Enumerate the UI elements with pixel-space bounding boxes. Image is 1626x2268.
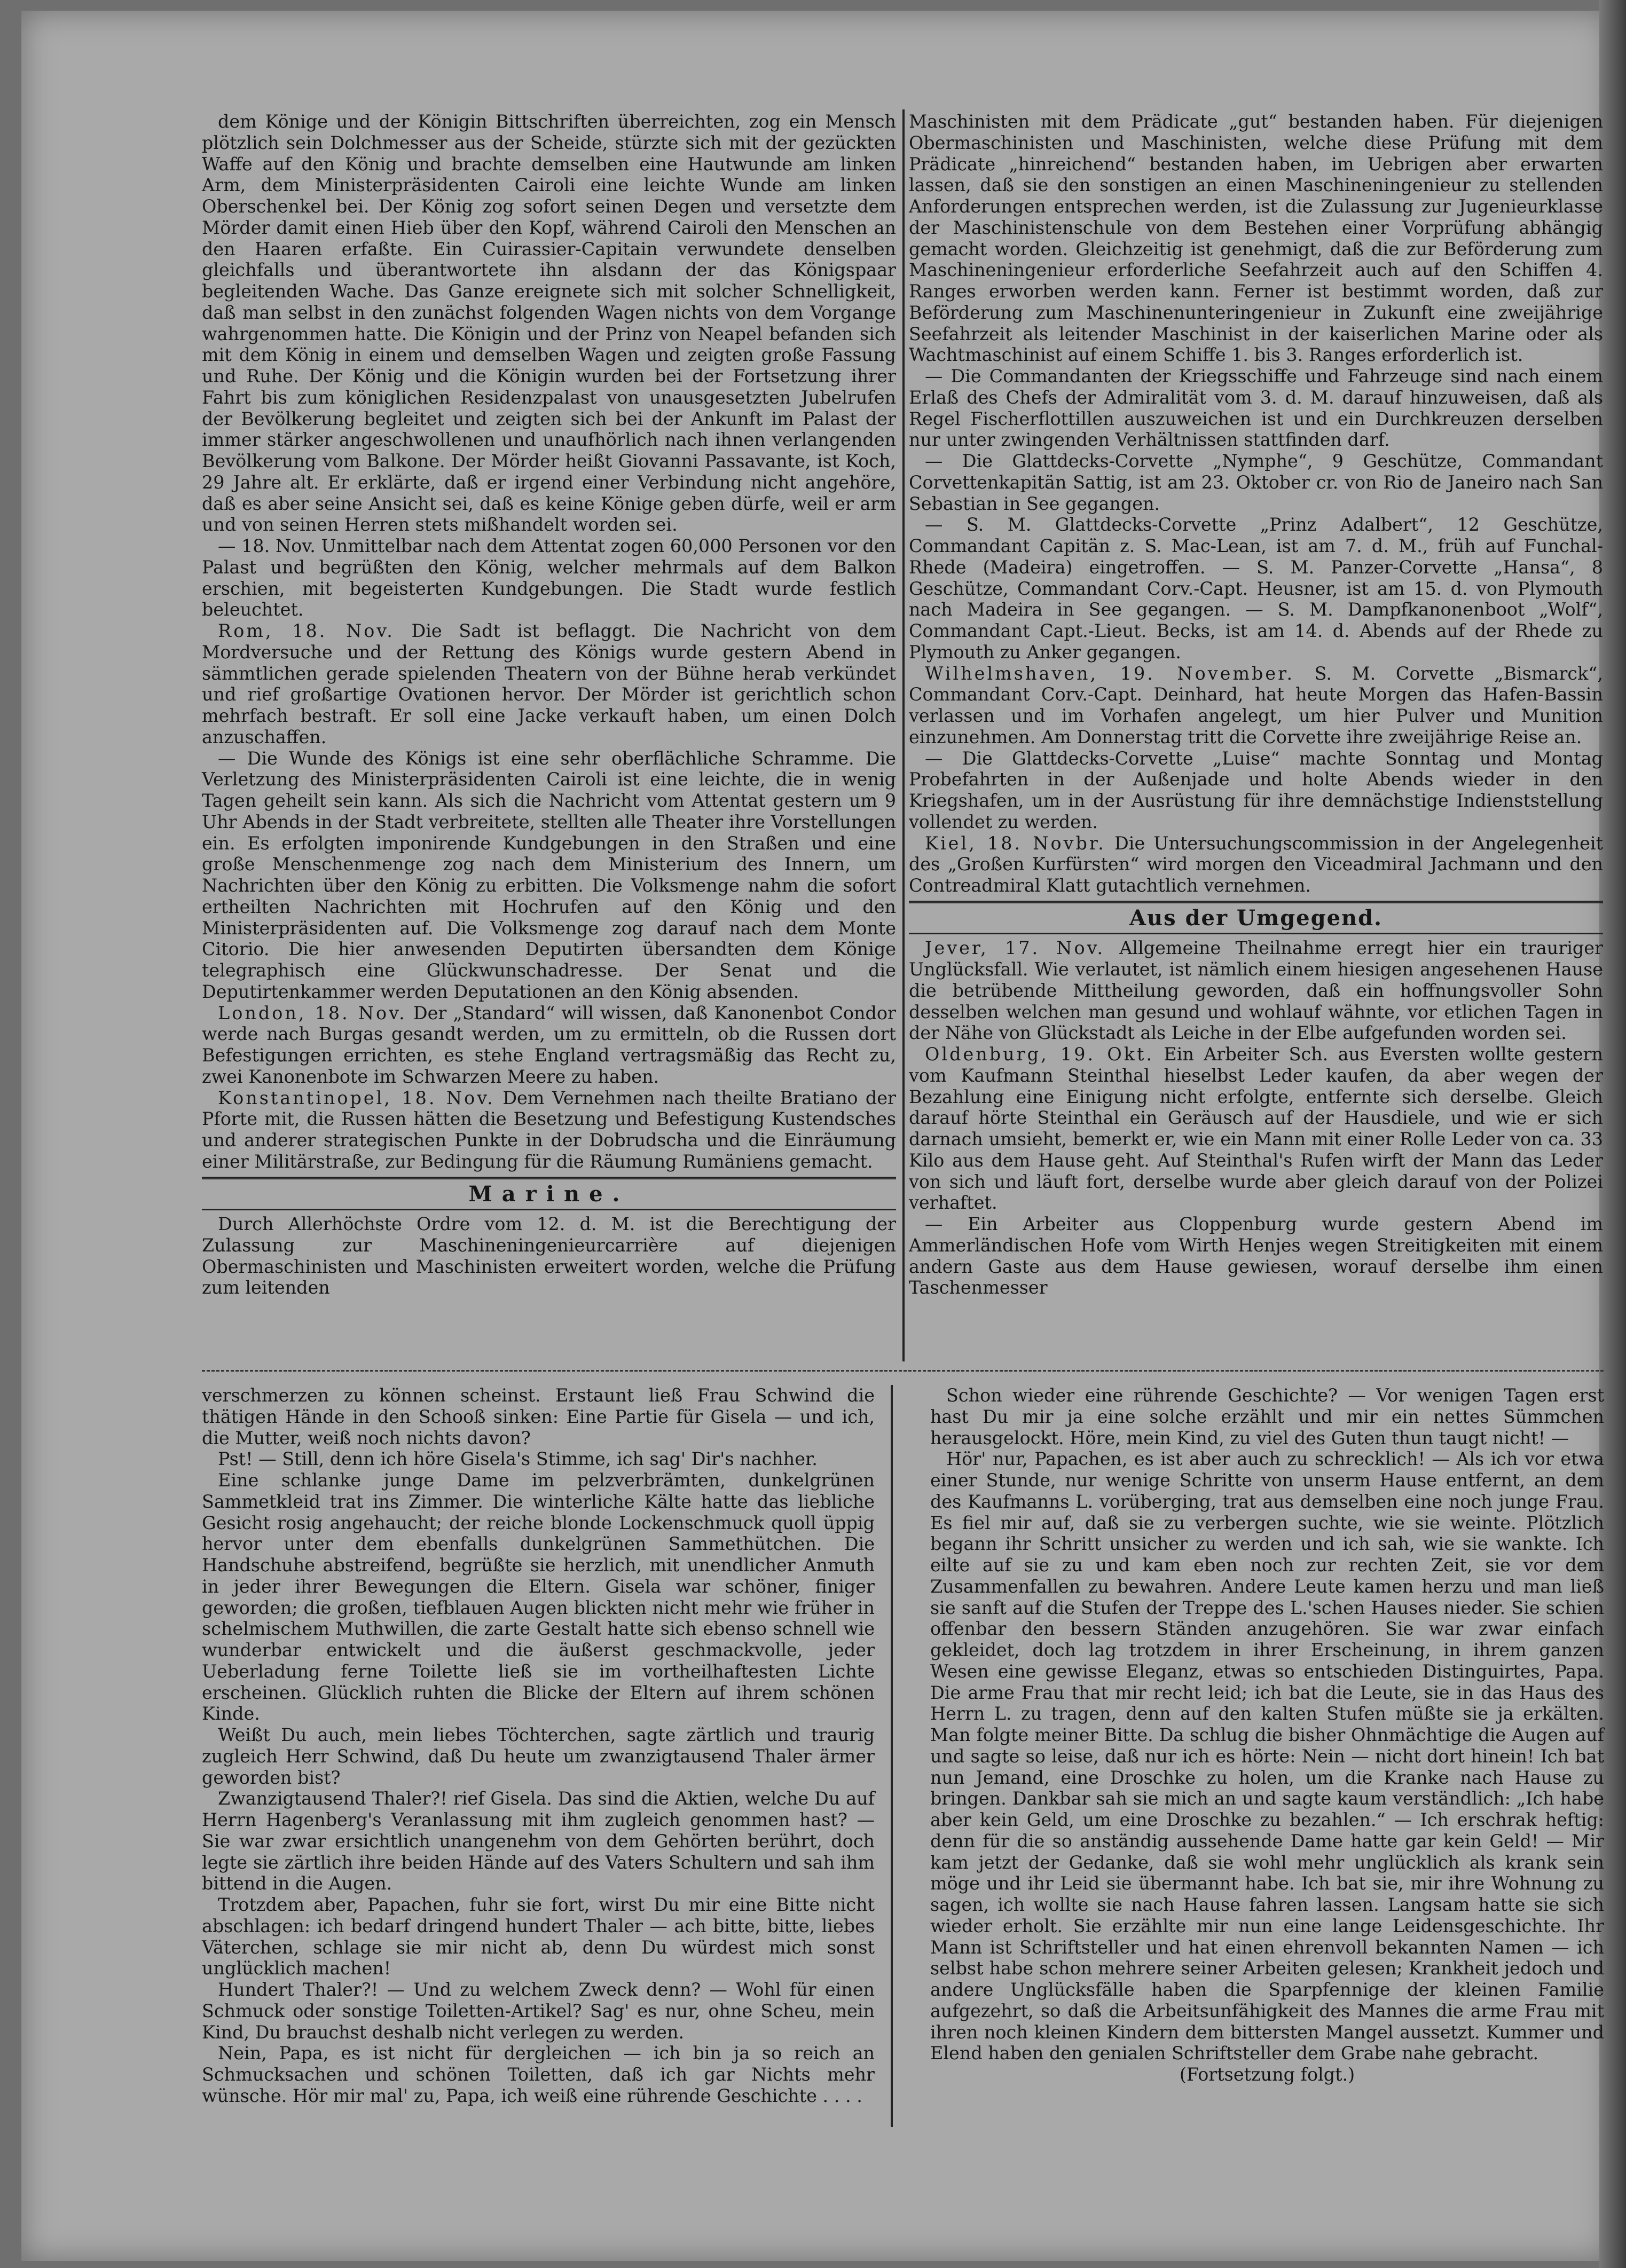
- column-bottom-left: [202, 1385, 875, 2107]
- article-paragraph: [909, 748, 1603, 833]
- article-paragraph: [202, 536, 896, 620]
- column-top-left: [202, 111, 896, 1298]
- column-divider-top: [902, 109, 905, 1361]
- section-divider: [202, 1370, 1604, 1372]
- section-heading: Marine.: [202, 1177, 896, 1211]
- article-paragraph: [202, 1788, 875, 1894]
- paragraph-text: S. M. Corvette „Bismarck“, Commandant Corv.-Capt. Deinhard, hat heute Morgen das Hafen-Bassin verlassen und im Vorhafen angelegt, um hier Pulver und Munition einzunehmen. Am Donnerstag tritt die Corvette ihre zweijährige Reise an.: [909, 663, 1603, 747]
- section-heading: Aus der Umgegend.: [909, 901, 1603, 935]
- paragraph-text: Die Sadt ist beflaggt. Die Nachricht von dem Mordversuche und der Rettung des Königs wurde gestern Abend in sämmtlichen gerade spielenden Theatern von der Bühne herab verkündet und rief großartige Ovationen hervor. Der Mörder ist gerichtlich schon mehrfach bestraft. Er soll eine Jacke verkauft haben, um einen Dolch anzuschaffen.: [202, 620, 896, 747]
- article-paragraph: [202, 748, 896, 1003]
- paragraph-text: Nein, Papa, es ist nicht für dergleichen — ich bin ja so reich an Schmucksachen und schönen Toiletten, daß ich gar Nichts mehr wünsche. Hör mir mal' zu, Papa, ich weiß eine rührende Geschichte . . . .: [202, 2043, 875, 2106]
- dateline: Konstantinopel, 18. Nov.: [218, 1087, 495, 1108]
- paragraph-text: — Ein Arbeiter aus Cloppenburg wurde gestern Abend im Ammerländischen Hofe vom Wirth Henjes wegen Streitigkeiten mit einem andern Gaste aus dem Hause gewiesen, worauf derselbe ihm einen Taschenmesser: [909, 1214, 1603, 1298]
- article-paragraph: [909, 514, 1603, 663]
- paragraph-text: Der „Standard“ will wissen, daß Kanonenbot Condor werde nach Burgas gesandt werden, um zu ermitteln, ob die Russen dort Befestigungen errichten, es stehe England vertragsmäßig das Recht zu, zwei Kanonenbote im Schwarzen Meere zu haben.: [202, 1002, 896, 1087]
- paragraph-text: Durch Allerhöchste Ordre vom 12. d. M. ist die Berechtigung der Zulassung zur Maschineningenieurcarrière auf diejenigen Obermaschinisten und Maschinisten erweitert worden, welche die Prüfung zum leitenden: [202, 1214, 896, 1298]
- article-paragraph: [202, 1724, 875, 1788]
- column-bottom-right: [930, 1385, 1604, 2085]
- paragraph-text: Zwanzigtausend Thaler?! rief Gisela. Das sind die Aktien, welche Du auf Herrn Hagenberg's Veranlassung mit ihm zugleich genommen hast? — Sie war zwar ersichtlich unangenehm von dem Gehörten berührt, doch legte sie zärtlich ihre beiden Hände auf des Vaters Schultern und sah ihm bittend in die Augen.: [202, 1788, 875, 1894]
- paragraph-text: — Die Glattdecks-Corvette „Nymphe“, 9 Geschütze, Commandant Corvettenkapitän Sattig, ist am 23. Oktober cr. von Rio de Janeiro nach San Sebastian in See gegangen.: [909, 451, 1603, 514]
- dateline: Oldenburg, 19. Okt.: [925, 1044, 1154, 1065]
- paragraph-text: Dem Vernehmen nach theilte Bratiano der Pforte mit, die Russen hätten die Besetzung und Befestigung Kustendsches und anderer strategischen Punkte in der Dobrudscha und die Einräumung einer Militärstraße, zur Bedingung für die Räumung Rumäniens gemacht.: [202, 1087, 896, 1172]
- article-paragraph: [909, 451, 1603, 514]
- paragraph-text: Hör' nur, Papachen, es ist aber auch zu schrecklich! — Als ich vor etwa einer Stunde, nur wenige Schritte von unserm Hause entfernt, an dem des Kaufmanns L. vorüberging, trat aus demselben eine noch junge Frau. Es fiel mir auf, daß sie zu verbergen suchte, wie sie weinte. Plötzlich begann ihr Schritt unsicher zu werden und ich sah, wie sie wankte. Ich eilte auf sie zu und kam eben noch zur rechten Zeit, sie vor dem Zusammenfallen zu bewahren. Andere Leute kamen herzu und man ließ sie sanft auf die Stufen der Treppe des L.'schen Hauses nieder. Sie schien offenbar den bessern Ständen anzugehören. Sie war zwar einfach gekleidet, doch lag trotzdem in ihrer Erscheinung, in ihrem ganzen Wesen eine gewisse Eleganz, etwas so entschieden Distinguirtes, Papa. Die arme Frau that mir recht leid; ich bat die Leute, sie in das Haus des Herrn L. zu tragen, denn auf den kalten Stufen müßte sie ja erkälten. Man folgte meiner Bitte. Da schlug die bisher Ohnmächtige die Augen auf und sagte so leise, daß nur ich es hörte: Nein — nicht dort hinein! Ich bat nun Jemand, eine Droschke zu holen, um die Kranke nach Hause zu bringen. Dankbar sah sie mich an und sagte kaum verständlich: „Ich habe aber kein Geld, um eine Droschke zu bezahlen.“ — Ich erschrak heftig: denn für die so anständig aussehende Dame hatte gar kein Geld! — Mir kam jetzt der Gedanke, daß sie wohl mehr unglücklich als krank sein möge und ihr Leid sie übermannt habe. Ich bat sie, mir ihre Wohnung zu sagen, ich wollte sie nach Hause fahren lassen. Langsam hatte sie sich wieder erholt. Sie erzählte mir nun eine lange Leidensgeschichte. Ihr Mann ist Schriftsteller und hat einen ehrenvoll bekannten Namen — ich selbst habe schon mehrere seiner Arbeiten gelesen; Krankheit jedoch und andere Unglücksfälle haben die Sparpfennige der kleinen Familie aufgezehrt, so daß die Arbeitsunfähigkeit des Mannes die arme Frau mit ihren noch kleinen Kindern dem bittersten Mangel aussetzt. Kummer und Elend haben den genialen Schriftsteller dem Grabe nahe gebracht.: [930, 1448, 1604, 2064]
- paragraph-text: Die Untersuchungscommission in der Angelegenheit des „Großen Kurfürsten“ wird morgen den Viceadmiral Jachmann und den Contreadmiral Klatt gutachtlich vernehmen.: [909, 832, 1603, 896]
- article-paragraph: [202, 1385, 875, 1448]
- article-paragraph: [202, 1979, 875, 2043]
- article-paragraph: [202, 1894, 875, 1979]
- article-paragraph: [202, 1088, 896, 1172]
- paragraph-text: Ein Arbeiter Sch. aus Eversten wollte gestern vom Kaufmann Steinthal hieselbst Leder kaufen, da aber wegen der Bezahlung eine Einigung nicht erfolgte, entfernte sich derselbe. Gleich darauf hörte Steinthal ein Geräusch auf der Hausdiele, und wie er sich darnach umsieht, bemerkt er, wie ein Mann mit einer Rolle Leder von ca. 33 Kilo aus dem Hause geht. Auf Steinthal's Rufen wirft der Mann das Leder von sich und läuft fort, derselbe wurde aber gleich darauf von der Polizei verhaftet.: [909, 1044, 1603, 1214]
- dateline: London, 18. Nov.: [218, 1002, 407, 1023]
- paragraph-text: Hundert Thaler?! — Und zu welchem Zweck denn? — Wohl für einen Schmuck oder sonstige Toiletten-Artikel? Sag' es nur, ohne Scheu, mein Kind, Du brauchst deshalb nicht verlegen zu werden.: [202, 1979, 875, 2043]
- article-paragraph: [202, 1448, 875, 1470]
- paragraph-text: dem Könige und der Königin Bittschriften überreichten, zog ein Mensch plötzlich sein Dolchmesser aus der Scheide, stürzte sich mit der gezückten Waffe auf den König und brachte demselben eine Hautwunde am linken Arm, dem Ministerpräsidenten Cairoli eine leichte Wunde am linken Oberschenkel bei. Der König zog sofort seinen Degen und versetzte dem Mörder damit einen Hieb über den Kopf, während Cairoli den Menschen an den Haaren erfaßte. Ein Cuirassier-Capitain verwundete denselben gleichfalls und überantwortete ihn alsdann der das Königspaar begleitenden Wache. Das Ganze ereignete sich mit solcher Schnelligkeit, daß man selbst in den zunächst folgenden Wagen nichts von dem Vorgange wahrgenommen hatte. Die Königin und der Prinz von Neapel befanden sich mit dem König in einem und demselben Wagen und zeigten große Fassung und Ruhe. Der König und die Königin wurden bei der Fortsetzung ihrer Fahrt bis zum königlichen Residenzpalast von unausgesetzten Jubelrufen der Bevölkerung begleitet und zeigten sich bei der Ankunft im Palast der immer stärker angeschwollenen und unaufhörlich nach ihnen verlangenden Bevölkerung vom Balkone. Der Mörder heißt Giovanni Passavante, ist Koch, 29 Jahre alt. Er erklärte, daß er irgend einer Verbindung nicht angehöre, daß es aber seine Ansicht sei, daß es keine Könige geben dürfe, weil er arm und von seinen Herren stets mißhandelt worden sei.: [202, 111, 896, 536]
- article-paragraph: [930, 1448, 1604, 2064]
- dateline: Kiel, 18. Novbr.: [925, 832, 1106, 854]
- article-paragraph: [909, 663, 1603, 748]
- article-paragraph: [930, 1385, 1604, 1448]
- article-paragraph: [909, 366, 1603, 451]
- article-paragraph: [202, 1003, 896, 1088]
- paragraph-text: Pst! — Still, denn ich höre Gisela's Stimme, ich sag' Dir's nachher.: [218, 1448, 818, 1470]
- paragraph-text: — Die Glattdecks-Corvette „Luise“ machte Sonntag und Montag Probefahrten in der Außenjade und holte Abends wieder in den Kriegshafen, um in der Ausrüstung für ihre demnächstige Indienststellung vollendet zu werden.: [909, 747, 1603, 832]
- paragraph-text: Trotzdem aber, Papachen, fuhr sie fort, wirst Du mir eine Bitte nicht abschlagen: ich bedarf dringend hundert Thaler — ach bitte, bitte, liebes Väterchen, schlage sie mir nicht ab, denn Du würdest mich sonst unglücklich machen!: [202, 1894, 875, 1979]
- dateline: Jever, 17. Nov.: [925, 938, 1105, 959]
- article-paragraph: [909, 111, 1603, 366]
- paragraph-text: Eine schlanke junge Dame im pelzverbrämten, dunkelgrünen Sammetkleid trat ins Zimmer. Die winterliche Kälte hatte das liebliche Gesicht rosig angehaucht; der reiche blonde Lockenschmuck quoll üppig hervor unter dem ebenfalls dunkelgrünen Sammethütchen. Die Handschuhe abstreifend, begrüßte sie herzlich, mit unendlicher Anmuth in jeder ihrer Bewegungen die Eltern. Gisela war schöner, finiger geworden; die großen, tiefblauen Augen blickten nicht mehr wie früher in schelmischem Muthwillen, die zarte Gestalt hatte sich ebenso schnell wie wunderbar entwickelt und die äußerst geschmackvolle, jeder Ueberladung ferne Toilette ließ sie im vortheilhaftesten Lichte erscheinen. Glücklich ruhten die Blicke der Eltern auf ihrem schönen Kinde.: [202, 1470, 875, 1724]
- paragraph-text: Allgemeine Theilnahme erregt hier ein trauriger Unglücksfall. Wie verlautet, ist nämlich einem hiesigen angesehenen Hause die betrübende Mittheilung geworden, daß ein hoffnungsvoller Sohn desselben welchen man gesund und wohlauf wähnte, vor etlichen Tagen in der Nähe von Glückstadt als Leiche in der Elbe aufgefunden worden sei.: [909, 938, 1603, 1044]
- article-paragraph: [202, 1470, 875, 1724]
- article-paragraph: [202, 620, 896, 748]
- article-paragraph: [909, 1214, 1603, 1298]
- column-top-right: [909, 111, 1603, 1298]
- dateline: Rom, 18. Nov.: [218, 620, 395, 641]
- paragraph-text: — Die Commandanten der Kriegsschiffe und Fahrzeuge sind nach einem Erlaß des Chefs der Admiralität vom 3. d. M. darauf hinzuweisen, daß als Regel Fischerflottillen auszuweichen ist und ein Durchkreuzen derselben nur unter zwingenden Verhältnissen stattfinden darf.: [909, 366, 1603, 451]
- column-divider-bottom: [891, 1385, 893, 2127]
- paragraph-text: Maschinisten mit dem Prädicate „gut“ bestanden haben. Für diejenigen Obermaschinisten und Maschinisten, welche diese Prüfung mit dem Prädicate „hinreichend“ bestanden haben, im Uebrigen aber erwarten lassen, daß sie den sonstigen an einen Maschineningenieur zu stellenden Anforderungen entsprechen werden, ist die Zulassung zur Jugenieurklasse der Maschinistenschule von dem Bestehen einer Vorprüfung abhängig gemacht worden. Gleichzeitig ist genehmigt, daß die zur Beförderung zum Maschineningenieur erforderliche Seefahrzeit auch auf den Schiffen 4. Ranges erworben werden kann. Ferner ist bestimmt worden, daß zur Beförderung zum Maschinenunteringenieur in Zukunft eine zweijährige Seefahrzeit als leitender Maschinist in der kaiserlichen Marine oder als Wachtmaschinist auf einem Schiffe 1. bis 3. Ranges erforderlich ist.: [909, 111, 1603, 366]
- article-paragraph: [202, 111, 896, 536]
- article-paragraph: [909, 938, 1603, 1044]
- paragraph-text: — 18. Nov. Unmittelbar nach dem Attentat zogen 60,000 Personen vor den Palast und begrüßten den König, welcher mehrmals auf dem Balkon erschien, mit begeisterten Kundgebungen. Die Stadt wurde festlich beleuchtet.: [202, 536, 896, 620]
- paragraph-text: Schon wieder eine rührende Geschichte? — Vor wenigen Tagen erst hast Du mir ja eine solche erzählt und mir ein nettes Sümmchen herausgelockt. Höre, mein Kind, zu viel des Guten thun taugt nicht! —: [930, 1385, 1604, 1448]
- article-paragraph: [202, 2043, 875, 2106]
- dateline: Wilhelmshaven, 19. November.: [925, 663, 1295, 684]
- paragraph-text: (Fortsetzung folgt.): [1179, 2064, 1355, 2085]
- paragraph-text: verschmerzen zu können scheinst. Erstaunt ließ Frau Schwind die thätigen Hände in den Schooß sinken: Eine Partie für Gisela — und ich, die Mutter, weiß noch nichts davon?: [202, 1385, 875, 1448]
- paragraph-text: Weißt Du auch, mein liebes Töchterchen, sagte zärtlich und traurig zugleich Herr Schwind, daß Du heute um zwanzigtausend Thaler ärmer geworden bist?: [202, 1724, 875, 1788]
- article-paragraph: [909, 1044, 1603, 1214]
- article-paragraph: [930, 2064, 1604, 2085]
- article-paragraph: [202, 1214, 896, 1298]
- paragraph-text: — Die Wunde des Königs ist eine sehr oberflächliche Schramme. Die Verletzung des Ministerpräsidenten Cairoli ist eine leichte, die in wenig Tagen geheilt sein kann. Als sich die Nachricht vom Attentat gestern um 9 Uhr Abends in der Stadt verbreitete, stellten alle Theater ihre Vorstellungen ein. Es erfolgten imponirende Kundgebungen in den Straßen und eine große Menschenmenge zog nach dem Ministerium des Innern, um Nachrichten über den König zu erbitten. Die Volksmenge nahm die sofort ertheilten Nachrichten mit Hochrufen auf den König und den Ministerpräsidenten auf. Die Volksmenge zog darauf nach dem Monte Citorio. Die hier anwesenden Deputirten übersandten dem Könige telegraphisch eine Glückwunschadresse. Der Senat und die Deputirtenkammer werden Deputationen an den König absenden.: [202, 747, 896, 1002]
- article-paragraph: [909, 833, 1603, 896]
- paragraph-text: — S. M. Glattdecks-Corvette „Prinz Adalbert“, 12 Geschütze, Commandant Capitän z. S. Mac-Lean, ist am 7. d. M., früh auf Funchal-Rhede (Madeira) eingetroffen. — S. M. Panzer-Corvette „Hansa“, 8 Geschütze, Commandant Corv.-Capt. Heusner, ist am 15. d. von Plymouth nach Madeira in See gegangen. — S. M. Dampfkanonenboot „Wolf“, Commandant Capt.-Lieut. Becks, ist am 14. d. Abends auf der Rhede zu Plymouth zu Anker gegangen.: [909, 514, 1603, 663]
